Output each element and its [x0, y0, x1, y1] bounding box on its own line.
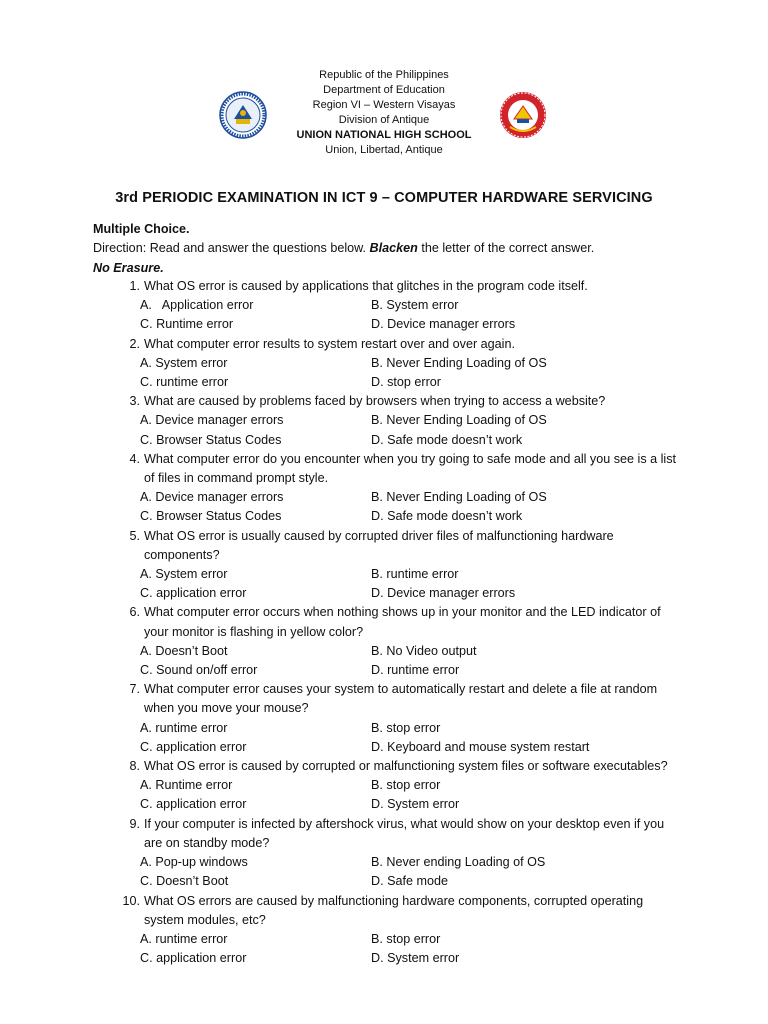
question-item: [93, 527, 693, 604]
option-d[interactable]: D. Safe mode doesn’t work: [371, 432, 523, 447]
option-d[interactable]: D. System error: [371, 797, 460, 812]
option-b[interactable]: B. stop error: [371, 778, 441, 793]
question-item: [93, 680, 693, 757]
option-c[interactable]: C. Doesn’t Boot: [140, 874, 229, 889]
question-text: What computer error do you encounter when you try going to safe mode and all you see is a list of files in command prompt style.: [144, 451, 677, 486]
option-a[interactable]: A. Runtime error: [140, 778, 233, 793]
option-b[interactable]: B. runtime error: [371, 567, 459, 582]
option-a[interactable]: A. Application error: [140, 298, 254, 313]
option-a[interactable]: A. Device manager errors: [140, 490, 284, 505]
option-a[interactable]: A. Pop-up windows: [140, 855, 248, 870]
option-c[interactable]: C. application error: [140, 739, 247, 754]
option-a[interactable]: A. System error: [140, 567, 228, 582]
question-item: [93, 392, 693, 450]
question-item: [93, 335, 693, 393]
question-item: [93, 892, 693, 969]
option-b[interactable]: B. Never Ending Loading of OS: [371, 490, 547, 505]
option-c[interactable]: C. Sound on/off error: [140, 663, 258, 678]
question-stem: [93, 892, 693, 930]
question-stem: [93, 603, 693, 641]
question-text: If your computer is infected by aftershock virus, what would show on your desktop even if you are on standby mode?: [144, 816, 665, 850]
option-d[interactable]: D. Keyboard and mouse system restart: [371, 739, 590, 754]
answer-options: [93, 354, 693, 392]
instructions: [93, 220, 693, 278]
question-stem: [93, 277, 693, 296]
question-item: [93, 450, 693, 527]
no-erasure-note: No Erasure.: [93, 260, 164, 275]
question-number: 6.: [129, 605, 140, 620]
direction-line: [93, 239, 693, 258]
option-b[interactable]: B. No Video output: [371, 643, 477, 658]
header-school-name: UNION NATIONAL HIGH SCHOOL: [296, 129, 472, 141]
answer-options: [93, 776, 693, 814]
question-item: [93, 277, 693, 335]
direction-emphasis: Blacken: [369, 241, 418, 256]
option-c[interactable]: C. Browser Status Codes: [140, 509, 282, 524]
question-number: 8.: [129, 759, 140, 774]
letterhead: [200, 68, 568, 158]
answer-options: [93, 411, 693, 449]
option-d[interactable]: D. System error: [371, 951, 460, 966]
header-line-department: Department of Education: [323, 84, 445, 96]
option-a[interactable]: A. runtime error: [140, 720, 228, 735]
question-number: 4.: [129, 451, 140, 466]
header-address: Union, Libertad, Antique: [325, 144, 443, 156]
question-number: 9.: [129, 816, 140, 831]
direction-text: Direction: Read and answer the questions below.: [93, 241, 370, 256]
question-text: What are caused by problems faced by browsers when trying to access a website?: [144, 394, 606, 409]
option-b[interactable]: B. stop error: [371, 931, 441, 946]
question-number: 1.: [129, 279, 140, 293]
option-a[interactable]: A. runtime error: [140, 931, 228, 946]
option-d[interactable]: D. Safe mode: [371, 874, 449, 889]
question-stem: [93, 392, 693, 411]
question-item: [93, 815, 693, 892]
section-heading: Multiple Choice.: [93, 222, 190, 236]
answer-options: [93, 719, 693, 757]
answer-options: [93, 853, 693, 891]
option-d[interactable]: D. Safe mode doesn’t work: [371, 509, 523, 524]
direction-text-end: the letter of the correct answer.: [417, 241, 595, 256]
question-stem: [93, 680, 693, 718]
option-d[interactable]: D. Device manager errors: [371, 586, 516, 601]
question-number: 5.: [129, 528, 140, 543]
option-c[interactable]: C. application error: [140, 586, 247, 601]
option-c[interactable]: C. runtime error: [140, 375, 229, 390]
question-item: [93, 603, 693, 680]
question-text: What computer error results to system restart over and over again.: [144, 336, 515, 351]
answer-options: [93, 296, 693, 334]
question-text: What OS error is caused by corrupted or malfunctioning system files or software executables?: [144, 759, 668, 774]
question-item: [93, 757, 693, 815]
answer-options: [93, 488, 693, 526]
option-b[interactable]: B. stop error: [371, 720, 441, 735]
question-number: 10.: [122, 893, 140, 908]
question-stem: [93, 335, 693, 354]
answer-options: [93, 565, 693, 603]
option-b[interactable]: B. Never Ending Loading of OS: [371, 413, 547, 428]
option-c[interactable]: C. Runtime error: [140, 317, 234, 332]
option-a[interactable]: A. Device manager errors: [140, 413, 284, 428]
option-a[interactable]: A. System error: [140, 355, 228, 370]
answer-options: [93, 930, 693, 968]
question-text: What OS error is caused by applications that glitches in the program code itself.: [144, 279, 588, 293]
exam-title: 3rd PERIODIC EXAMINATION IN ICT 9 – COMPUTER HARDWARE SERVICING: [115, 190, 653, 206]
option-b[interactable]: B. Never ending Loading of OS: [371, 855, 546, 870]
question-number: 7.: [129, 682, 140, 697]
option-d[interactable]: D. runtime error: [371, 663, 460, 678]
question-list: [93, 277, 693, 968]
header-line-division: Division of Antique: [338, 114, 430, 126]
answer-options: [93, 642, 693, 680]
option-c[interactable]: C. application error: [140, 797, 247, 812]
option-d[interactable]: D. stop error: [371, 375, 441, 390]
question-text: What OS errors are caused by malfunctioning hardware components, corrupted operating system modules, etc?: [144, 893, 644, 927]
header-line-region: Region VI – Western Visayas: [312, 99, 456, 111]
question-stem: [93, 757, 693, 776]
question-stem: [93, 450, 693, 488]
option-d[interactable]: D. Device manager errors: [371, 317, 516, 332]
question-number: 2.: [129, 336, 140, 351]
option-a[interactable]: A. Doesn’t Boot: [140, 643, 228, 658]
question-stem: [93, 815, 693, 853]
header-line-republic: Republic of the Philippines: [319, 69, 449, 81]
option-b[interactable]: B. Never Ending Loading of OS: [371, 355, 547, 370]
question-text: What computer error causes your system to automatically restart and delete a file at random when you move your mouse?: [144, 682, 658, 716]
question-text: What computer error occurs when nothing shows up in your monitor and the LED indicator of your monitor is flashing in yellow color?: [144, 605, 661, 639]
question-number: 3.: [129, 394, 140, 409]
question-stem: [93, 527, 693, 565]
question-text: What OS error is usually caused by corrupted driver files of malfunctioning hardware components?: [144, 528, 614, 562]
option-b[interactable]: B. System error: [371, 298, 459, 313]
option-c[interactable]: C. application error: [140, 951, 247, 966]
option-c[interactable]: C. Browser Status Codes: [140, 432, 282, 447]
